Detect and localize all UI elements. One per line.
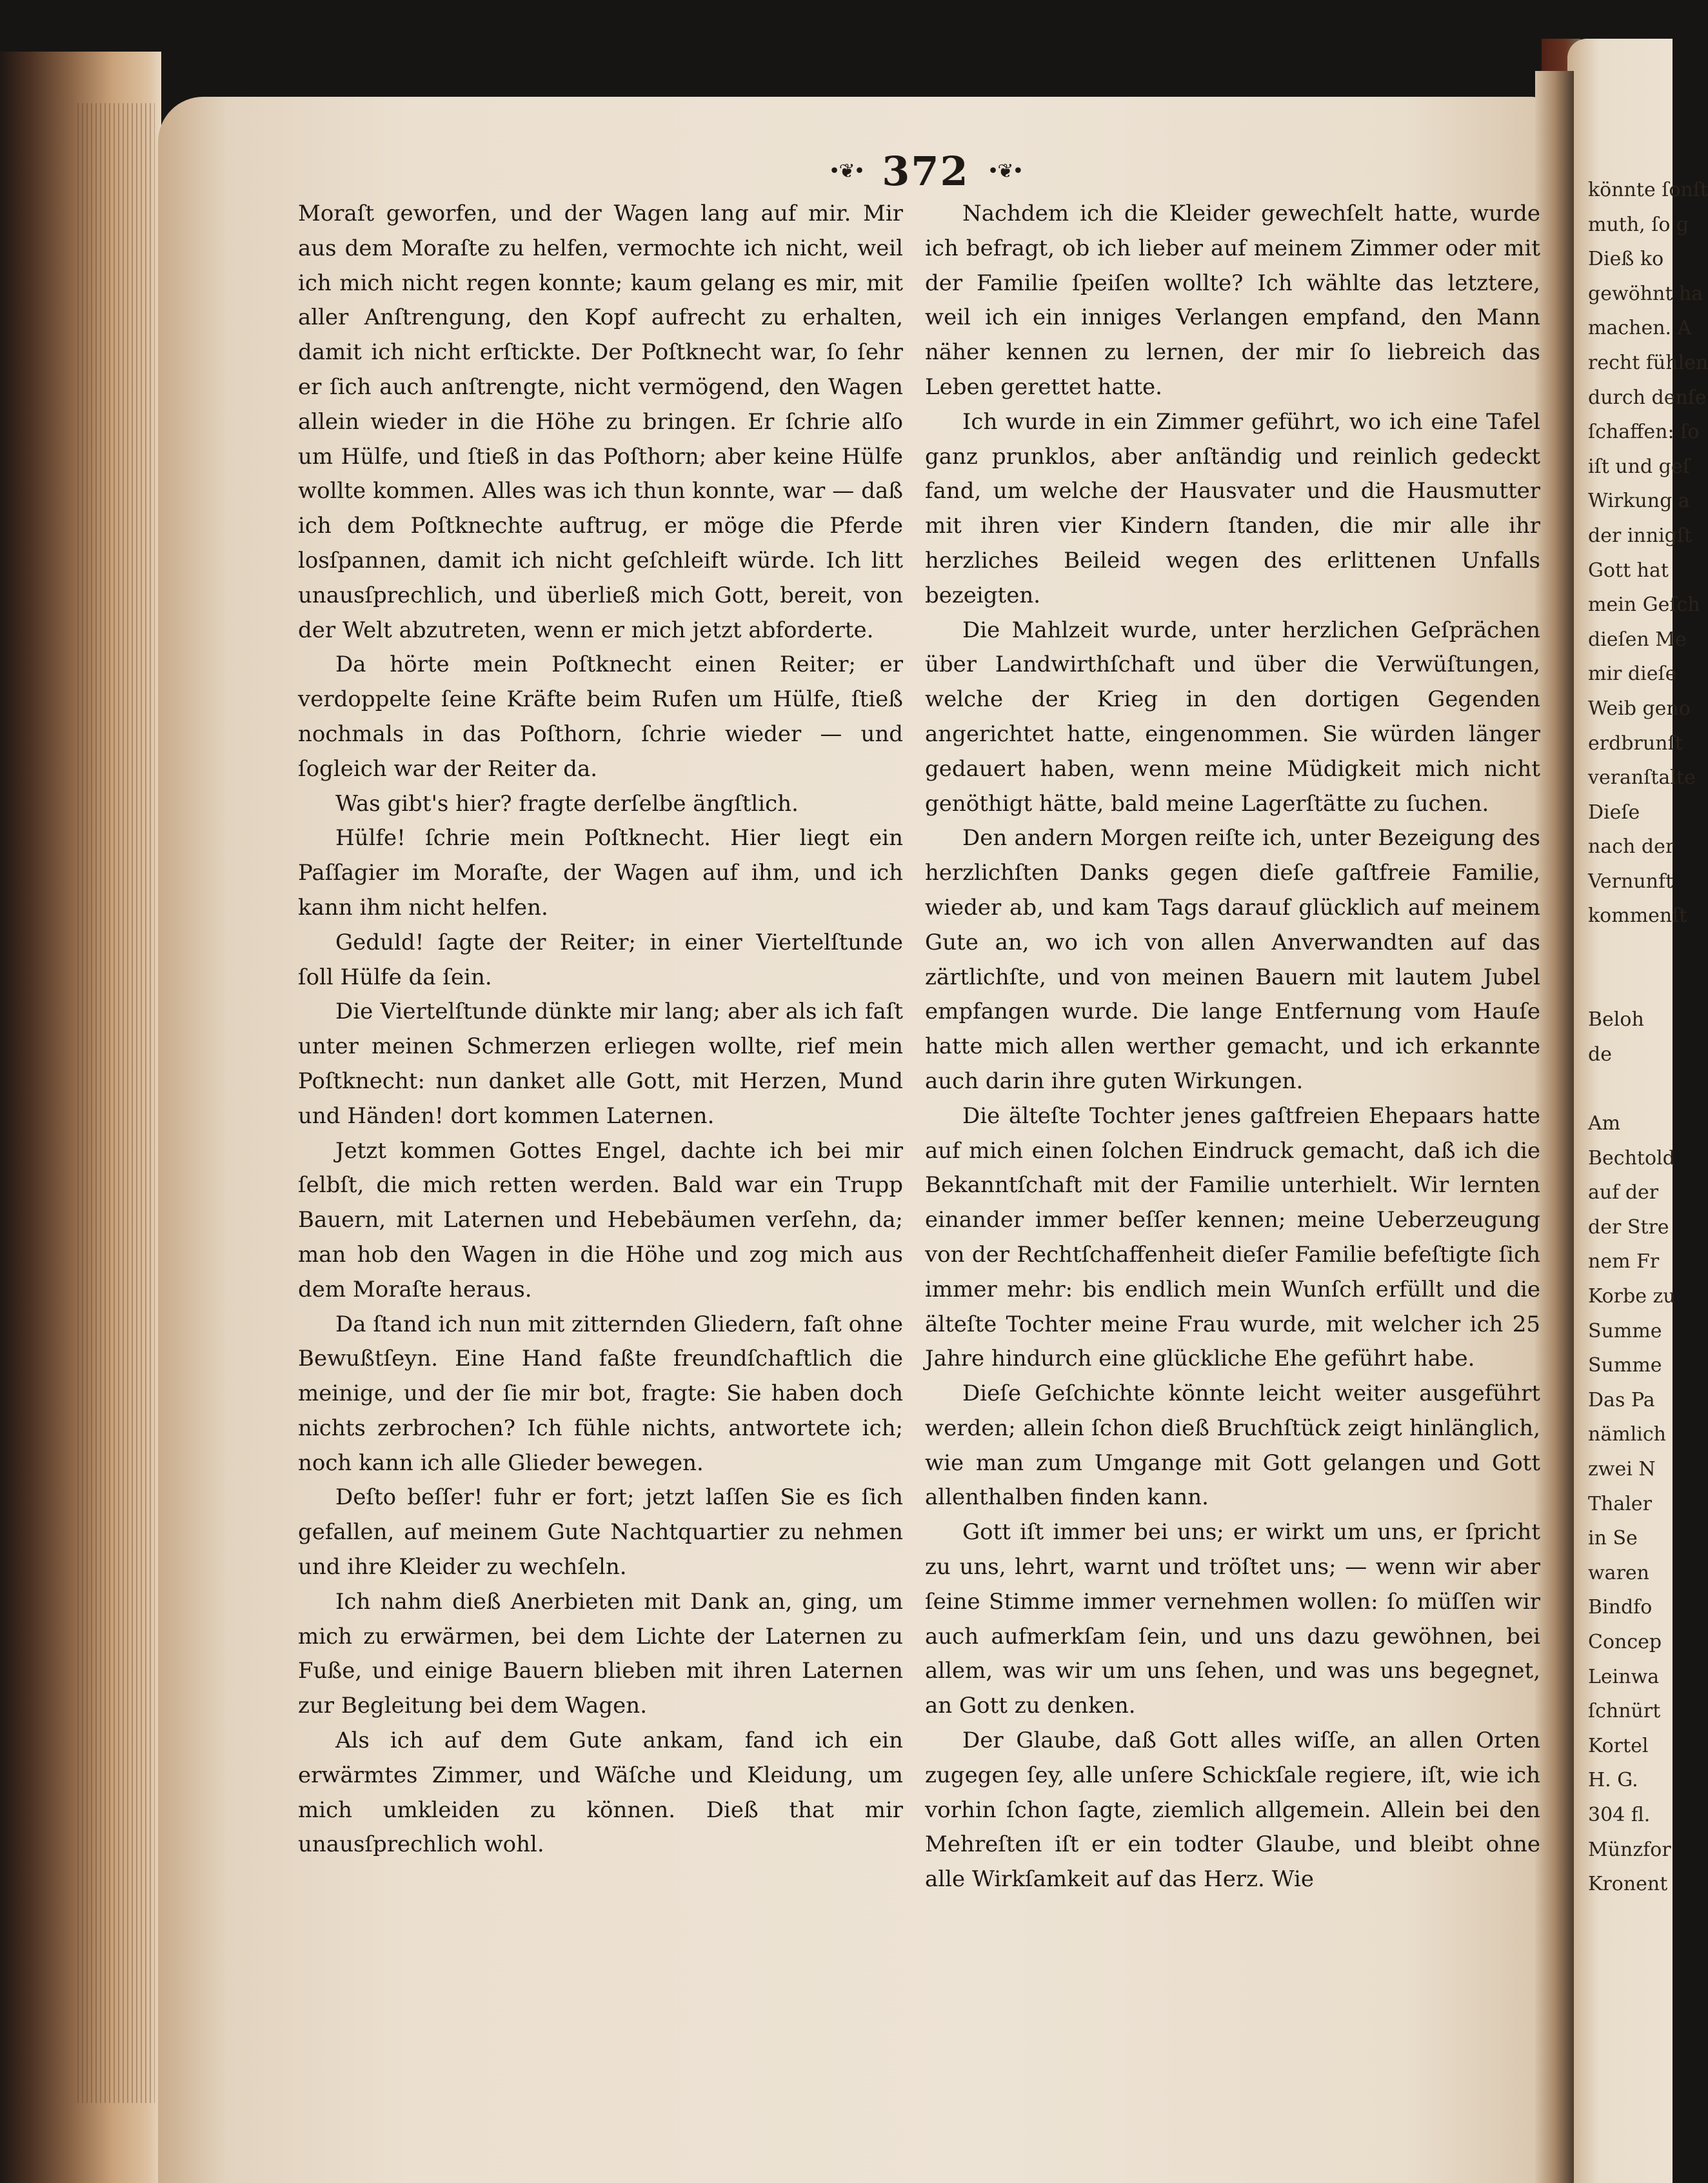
left-column (298, 197, 903, 1862)
adjacent-page-line: Dieſe (1588, 801, 1640, 824)
paragraph: Gott iſt immer bei uns; er wirkt um uns, er ſpricht zu uns, lehrt, warnt und tröſtet uns; — wenn wir aber ſeine Stimme immer vernehmen wollen: ſo müſſen wir auch aufmerkſam ſein, und uns dazu gewöhnen, bei allem, was wir um uns ſehen, und was uns begegnet, an Gott zu denken. (925, 1519, 1540, 1719)
adjacent-page-line: Bindfo (1588, 1596, 1653, 1619)
paragraph: Geduld! ſagte der Reiter; in einer Viertelſtunde ſoll Hülfe da ſein. (298, 929, 903, 990)
page-stack-lines (77, 103, 155, 2103)
page-header (816, 145, 1035, 197)
right-column (925, 197, 1540, 1897)
paragraph: Da ſtand ich nun mit zitternden Gliedern, faſt ohne Bewußtſeyn. Eine Hand faßte freundſchaftlich die meinige, und der ſie mir bot, fragte: Sie haben doch nichts zerbrochen? Ich fühle nichts, antwortete ich; noch kann ich alle Glieder bewegen. (298, 1311, 903, 1476)
adjacent-page-line: Das Pa (1588, 1388, 1655, 1411)
adjacent-page-line: 304 fl. (1588, 1803, 1651, 1826)
book-gutter (1535, 71, 1574, 2183)
adjacent-page-line: H. G. (1588, 1769, 1638, 1792)
adjacent-page-line: Beloh (1588, 1008, 1644, 1032)
paragraph: Der Glaube, daß Gott alles wiſſe, an allen Orten zugegen ſey, alle unſere Schickſale regiere, iſt, wie ich vorhin ſchon ſagte, ziemlich allgemein. Allein bei den Mehreſten iſt er ein todter Glaube, und bleibt ohne alle Wirkſamkeit auf das Herz. Wie (925, 1728, 1540, 1893)
adjacent-page-line: waren (1588, 1561, 1649, 1584)
adjacent-page-line: recht fühlen (1588, 351, 1708, 374)
adjacent-page-line: Korbe zu (1588, 1285, 1676, 1308)
adjacent-page-line: durch denſe (1588, 386, 1707, 409)
ornament-right: •❦• (987, 159, 1023, 183)
adjacent-page-line: der innigſt (1588, 524, 1693, 547)
paragraph: Als ich auf dem Gute ankam, fand ich ein erwärmtes Zimmer, und Wäſche und Kleidung, um mich umkleiden zu können. Dieß that mir unausſprechlich wohl. (298, 1728, 903, 1858)
adjacent-page-line: nem Fr (1588, 1250, 1660, 1273)
adjacent-page-line (1588, 933, 1673, 968)
paragraph: Was gibt's hier? fragte derſelbe ängſtlich. (335, 790, 799, 817)
paragraph: Deſto beſſer! fuhr er fort; jetzt laſſen Sie es ſich gefallen, auf meinem Gute Nachtquartier zu nehmen und ihre Kleider zu wechſeln. (298, 1484, 903, 1580)
adjacent-page-line: Bechtold (1588, 1146, 1675, 1170)
paragraph: Die Viertelſtunde dünkte mir lang; aber als ich faſt unter meinen Schmerzen erliegen wollte, rief mein Poſtknecht: nun danket alle Gott, mit Herzen, Mund und Händen! dort kommen Laternen. (298, 999, 903, 1129)
adjacent-page-line: Concep (1588, 1630, 1662, 1653)
adjacent-page-line: Am (1588, 1112, 1621, 1135)
adjacent-page-line: Kronent (1588, 1873, 1668, 1896)
adjacent-page-line: ſchnürt (1588, 1700, 1661, 1723)
adjacent-page-line: erdbrunſt (1588, 732, 1683, 755)
paragraph: Jetzt kommen Gottes Engel, dachte ich bei mir ſelbſt, die mich retten werden. Bald war ein Trupp Bauern, mit Laternen und Hebebäumen verſehn, da; man hob den Wagen in die Höhe und zog mich aus dem Moraſte heraus. (298, 1137, 903, 1302)
adjacent-page-line: zwei N (1588, 1457, 1656, 1480)
paragraph: Ich wurde in ein Zimmer geführt, wo ich eine Tafel ganz prunklos, aber anſtändig und reinlich gedeckt fand, um welche der Hausvater und die Hausmutter mit ihren vier Kindern ſtanden, die mir alle ihr herzliches Beileid wegen des erlittenen Unfalls bezeigten. (925, 408, 1540, 608)
adjacent-page-line: Wirkung a (1588, 490, 1690, 513)
adjacent-page-line: auf der (1588, 1181, 1659, 1204)
paragraph: Moraſt geworfen, und der Wagen lang auf mir. Mir aus dem Moraſte zu helfen, vermochte ich nicht, weil ich mich nicht regen konnte; kaum gelang es mir, mit aller Anſtrengung, den Kopf aufrecht zu erhalten, damit ich nicht erſtickte. Der Poſtknecht war, ſo ſehr er ſich auch anſtrengte, nicht vermögend, den Wagen allein wieder in die Höhe zu bringen. Er ſchrie alſo um Hülfe, und ſtieß in das Poſthorn; aber keine Hülfe wollte kommen. Alles was ich thun konnte, war — daß ich dem Poſtknechte auftrug, er möge die Pferde losſpannen, damit ich nicht geſchleift würde. Ich litt unausſprechlich, und überließ mich Gott, bereit, von der Welt abzutreten, wenn er mich jetzt abforderte. (298, 201, 903, 643)
adjacent-page-text (1588, 173, 1708, 1902)
adjacent-page-line: de (1588, 1042, 1612, 1066)
adjacent-page-line: in Se (1588, 1527, 1638, 1550)
adjacent-page-line: Vernunft (1588, 870, 1674, 893)
adjacent-page-line: muth, ſo g (1588, 213, 1689, 236)
page-number: 372 (882, 147, 969, 195)
adjacent-page-line: der Stre (1588, 1215, 1669, 1239)
adjacent-page-line: mir dieſe (1588, 663, 1677, 686)
adjacent-page-line: Gott hat (1588, 559, 1669, 582)
adjacent-page-line: Summe (1588, 1354, 1662, 1377)
paragraph: Hülfe! ſchrie mein Poſtknecht. Hier liegt ein Paſſagier im Moraſte, der Wagen auf ihm, und ich kann ihm nicht helfen. (298, 825, 903, 921)
paragraph: Die Mahlzeit wurde, unter herzlichen Geſprächen über Landwirthſchaft und über die Verwüſtungen, welche der Krieg in den dortigen Gegenden angerichtet hatte, eingenommen. Sie würden länger gedauert haben, wenn meine Müdigkeit mich nicht genöthigt hätte, bald meine Lagerſtätte zu ſuchen. (925, 617, 1540, 817)
adjacent-page-line: nämlich (1588, 1423, 1666, 1446)
adjacent-page-line: dieſen Me (1588, 628, 1687, 651)
adjacent-page-line (1588, 968, 1673, 1003)
adjacent-page-line: iſt und geſ (1588, 455, 1690, 478)
paragraph: Ich nahm dieß Anerbieten mit Dank an, ging, um mich zu erwärmen, bei dem Lichte der Laternen zu Fuße, und einige Bauern blieben mit ihren Laternen zur Begleitung bei dem Wagen. (298, 1588, 903, 1719)
adjacent-page-line: könnte ſonſt (1588, 179, 1708, 201)
adjacent-page-line: Dieß ko (1588, 248, 1664, 271)
adjacent-page-line: Leinwa (1588, 1665, 1660, 1688)
adjacent-page-line: Weib geno (1588, 697, 1691, 720)
adjacent-page-line: ſchaffen: ſo (1588, 421, 1700, 444)
adjacent-page-line (1588, 1072, 1673, 1106)
adjacent-page-line: veranſtalte (1588, 766, 1696, 790)
adjacent-page-line: kommenſt (1588, 904, 1687, 928)
paragraph: Den andern Morgen reiſte ich, unter Bezeigung des herzlichſten Danks gegen dieſe gaſtfreie Familie, wieder ab, und kam Tags darauf glücklich auf meinem Gute an, wo ich von allen Anverwandten auf das zärtlichſte, und von meinen Bauern mit lautem Jubel empfangen wurde. Die lange Entfernung vom Hauſe hatte mich allen werther gemacht, und ich erkannte auch darin ihre guten Wirkungen. (925, 825, 1540, 1094)
adjacent-page-line: mein Geſch (1588, 593, 1700, 617)
adjacent-page-line: Summe (1588, 1319, 1662, 1342)
adjacent-page-line: Thaler (1588, 1492, 1652, 1515)
adjacent-page-line: Münzfor (1588, 1838, 1671, 1861)
adjacent-page-line: machen. A (1588, 317, 1692, 340)
adjacent-page-line: Kortel (1588, 1734, 1649, 1757)
paragraph: Nachdem ich die Kleider gewechſelt hatte, wurde ich befragt, ob ich lieber auf meinem Zimmer oder mit der Familie ſpeiſen wollte? Ich wählte das letztere, weil ich ein inniges Verlangen empfand, den Mann näher kennen zu lernen, der mir ſo liebreich das Leben gerettet hatte. (925, 201, 1540, 400)
paragraph: Dieſe Geſchichte könnte leicht weiter ausgeführt werden; allein ſchon dieß Bruchſtück zeigt hinlänglich, wie man zum Umgange mit Gott gelangen und Gott allenthalben finden kann. (925, 1381, 1540, 1511)
adjacent-page-line: nach der (1588, 835, 1675, 859)
paragraph: Da hörte mein Poſtknecht einen Reiter; er verdoppelte ſeine Kräfte beim Rufen um Hülfe, ſtieß nochmals in das Poſthorn, ſchrie wieder — und ſogleich war der Reiter da. (298, 652, 903, 782)
paragraph: Die älteſte Tochter jenes gaſtfreien Ehepaars hatte auf mich einen ſolchen Eindruck gemacht, daß ich die Bekanntſchaft mit der Familie unterhielt. Wir lernten einander immer beſſer kennen; meine Ueberzeugung von der Rechtſchaffenheit dieſer Familie befeſtigte ſich immer mehr: bis endlich mein Wunſch erfüllt und die älteſte Tochter meine Frau wurde, mit welcher ich 25 Jahre hindurch eine glückliche Ehe geführt habe. (925, 1102, 1540, 1372)
adjacent-page-line: gewöhnt ha (1588, 282, 1703, 305)
ornament-left: •❦• (828, 159, 864, 183)
